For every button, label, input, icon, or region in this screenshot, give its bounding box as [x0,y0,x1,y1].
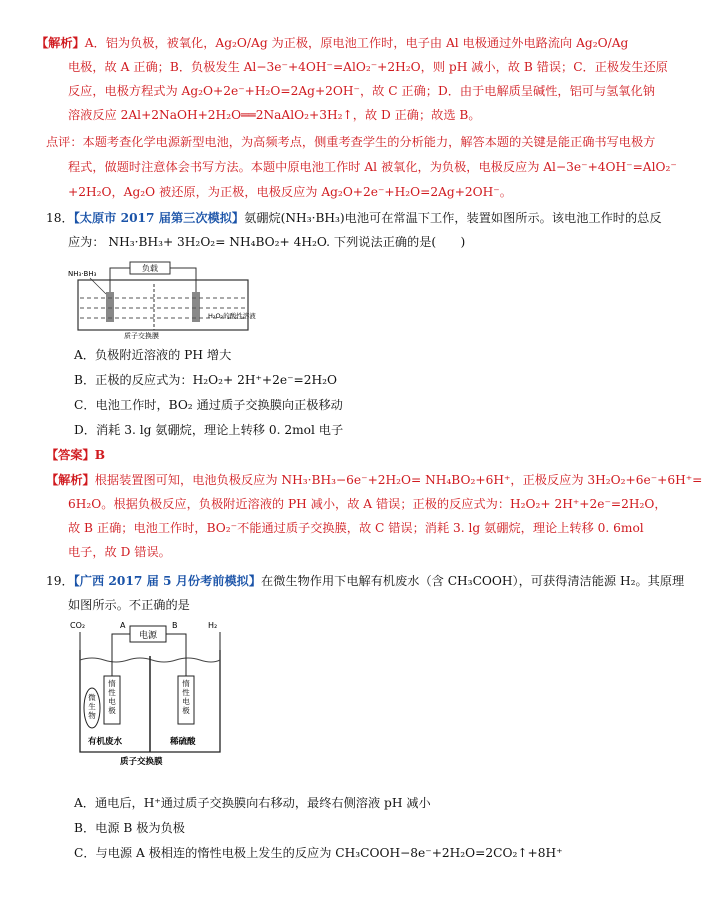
left-electrode-label: 惰性电极 [108,679,116,715]
explanation-line: 溶液反应 2Al+2NaOH+2H₂O══2NaAlO₂+3H₂↑，故 D 正确；故选 B。 [68,108,481,122]
membrane-label: 质子交换膜 [124,332,159,340]
question-number: 18． [46,211,74,225]
pole-a-label: A [120,621,126,630]
membrane-label: 质子交换膜 [120,757,163,767]
analysis-line: 【解析】根据装置图可知，电池负极反应为 NH₃·BH₃−6e⁻+2H₂O= NH₄BO₂+6H⁺，正极反应为 3H₂O₂+6e⁻+6H⁺= [46,473,702,487]
question-number: 19． [46,574,74,588]
option-c: C．与电源 A 极相连的惰性电极上发生的反应为 CH₃COOH−8e⁻+2H₂O=2CO₂↑+8H⁺ [74,846,563,860]
question-stem [46,572,684,590]
option-b: B．正极的反应式为：H₂O₂+ 2H⁺+2e⁻=2H₂O [74,373,338,387]
analysis-line: 电子，故 D 错误。 [68,545,171,559]
section-head: 【答案】 [46,448,95,462]
explanation-line: 反应，电极方程式为 Ag₂O+2e⁻+H₂O=2Ag+2OH⁻，故 C 正确；D．由于电解质呈碱性，铝可与氢氧化钠 [68,84,655,98]
option-d: D．消耗 3. lg 氨硼烷，理论上转移 0. 2mol 电子 [74,423,344,437]
left-reactant-label: NH₃·BH₃ [68,270,97,278]
option-a: A．通电后，H⁺通过质子交换膜向右移动，最终右侧溶液 pH 减小 [74,796,431,810]
question-stem-cont: 如图所示。不正确的是 [68,598,190,612]
question-stem [46,209,662,227]
co2-label: CO₂ [70,621,86,630]
analysis-line: 故 B 正确；电池工作时，BO₂⁻不能通过质子交换膜，故 C 错误；消耗 3. lg 氨硼烷，理论上转移 0. 6mol [68,521,644,535]
option-a: A．负极附近溶液的 PH 增大 [74,348,232,362]
left-solution-label: 有机废水 [88,737,123,747]
option-b: B．电源 B 极为负极 [74,821,185,835]
fuel-cell-diagram [68,258,268,340]
option-c: C．电池工作时，BO₂ 通过质子交换膜向正极移动 [74,398,343,412]
right-solution-label: H₂O₂的酸性溶液 [208,312,256,320]
load-label: 负载 [142,264,158,273]
question-stem-cont: 应为： NH₃·BH₃+ 3H₂O₂= NH₄BO₂+ 4H₂O. 下列说法正确的是( ) [68,235,466,249]
pole-b-label: B [172,621,178,630]
section-head: 【解析】 [36,36,85,50]
section-head: 【解析】 [46,473,95,487]
stem-text: 在微生物作用下电解有机废水（含 CH₃COOH），可获得清洁能源 H₂。其原理 [261,574,685,588]
question-source: 【广西 2017 届 5 月份考前模拟】 [73,574,262,588]
right-solution-label: 稀硫酸 [170,737,196,747]
explanation-line: 电极，故 A 正确；B．负极发生 Al−3e⁻+4OH⁻=AlO₂⁻+2H₂O，则 pH 减小，故 B 错误；C．正极发生还原 [68,60,668,74]
stem-text: 氨硼烷(NH₃·BH₃)电池可在常温下工作，装置如图所示。该电池工作时的总反 [244,211,662,225]
question-source: 【太原市 2017 届第三次模拟】 [73,211,245,225]
comment-line: 点评：本题考查化学电源新型电池，为高频考点，侧重考查学生的分析能力，解答本题的关键是能正确书写电极方 [46,135,656,149]
analysis-line: 6H₂O。根据负极反应，负极附近溶液的 PH 减小，故 A 错误；正极的反应式为：H₂O₂+ 2H⁺+2e⁻=2H₂O， [68,497,667,511]
right-electrode-label: 惰性电极 [182,679,190,715]
power-label: 电源 [138,631,158,641]
microbe-label: 微生物 [88,693,96,720]
answer-label: 【答案】B [46,448,106,462]
explanation-line: 【解析】A．铝为负极，被氧化，Ag₂O/Ag 为正极，原电池工作时，电子由 Al 电极通过外电路流向 Ag₂O/Ag [36,36,629,50]
electrolysis-diagram [68,620,228,768]
comment-line: 程式，做题时注意体会书写方法。本题中原电池工作时 Al 被氧化，为负极，电极反应为 Al−3e⁻+4OH⁻=AlO₂⁻ [68,160,677,174]
comment-line: +2H₂O，Ag₂O 被还原，为正极，电极反应为 Ag₂O+2e⁻+H₂O=2Ag+2OH⁻。 [68,185,512,199]
h2-label: H₂ [208,621,218,630]
